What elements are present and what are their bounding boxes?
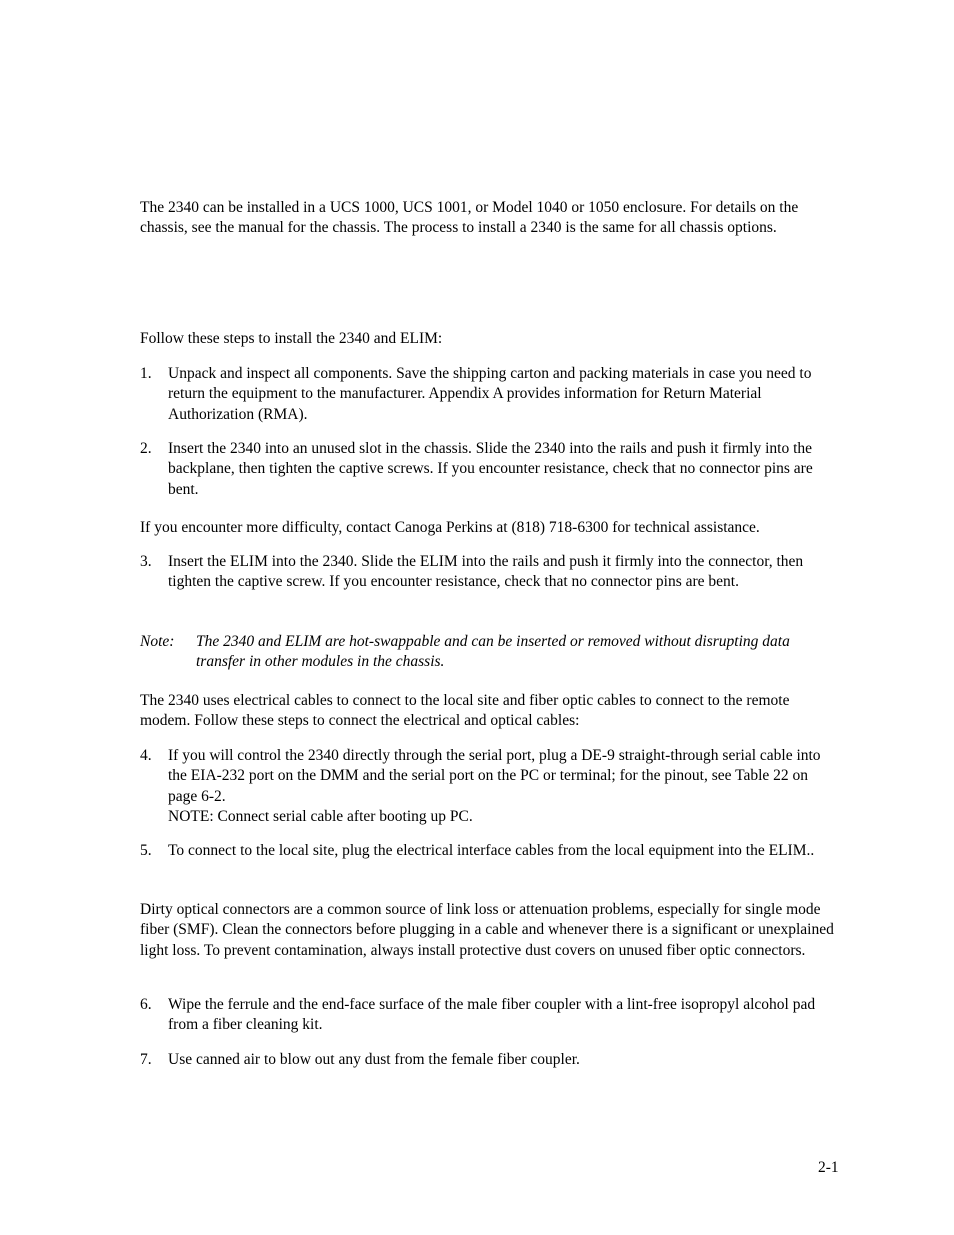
list-text: Wipe the ferrule and the end-face surface of the male fiber coupler with a lint-free isopropyl alcohol pad from a fiber cleaning kit. [168, 996, 816, 1034]
list-item [140, 746, 840, 827]
list-text: Use canned air to blow out any dust from the female fiber coupler. [168, 1051, 580, 1068]
difficulty-paragraph: If you encounter more difficulty, contact Canoga Perkins at (818) 718-6300 for technical assistance. [140, 519, 760, 536]
list-item [140, 841, 840, 861]
steps-intro: Follow these steps to install the 2340 and ELIM: [140, 330, 443, 347]
dirty-connectors-paragraph: Dirty optical connectors are a common source of link loss or attenuation problems, especially for single mode fiber (SMF). Clean the connectors before plugging in a cable and whenever there is a significant or unexplained light loss. To prevent contamination, always install protective dust covers on unused fiber optic connectors. [140, 901, 834, 959]
list-item [140, 995, 840, 1036]
list-item [140, 364, 840, 425]
cables-intro-paragraph: The 2340 uses electrical cables to connect to the local site and fiber optic cables to connect to the remote modem. Follow these steps to connect the electrical and optical cables: [140, 692, 790, 730]
list-text: To connect to the local site, plug the electrical interface cables from the local equipment into the ELIM.. [168, 842, 815, 859]
list-number: 7. [140, 1051, 152, 1068]
list-number: 5. [140, 842, 152, 859]
note-label: Note: [140, 633, 175, 650]
list-number: 2. [140, 440, 152, 457]
list-text-main: If you will control the 2340 directly through the serial port, plug a DE-9 straight-through serial cable into the EIA-232 port on the DMM and the serial port on the PC or terminal; for the pinout, see Table 22 on page 6-2. [168, 747, 821, 805]
list-number: 4. [140, 747, 152, 764]
list-text: Insert the ELIM into the 2340. Slide the ELIM into the rails and push it firmly into the connector, then tighten the captive screw. If you encounter resistance, check that no connector pins are bent. [168, 553, 804, 591]
list-item [140, 439, 840, 500]
intro-paragraph: The 2340 can be installed in a UCS 1000, UCS 1001, or Model 1040 or 1050 enclosure. For details on the chassis, see the manual for the chassis. The process to install a 2340 is the same for all chassis options. [140, 199, 799, 237]
page-number: 2-1 [818, 1159, 839, 1176]
list-item [140, 552, 840, 593]
list-number: 6. [140, 996, 152, 1013]
serial-cable-note: NOTE: Connect serial cable after booting up PC. [168, 807, 473, 825]
list-text: Unpack and inspect all components. Save the shipping carton and packing materials in case you need to return the equipment to the manufacturer. Appendix A provides information for Return Material Authorization (RMA). [168, 365, 812, 423]
list-number: 3. [140, 553, 152, 570]
note-text: The 2340 and ELIM are hot-swappable and can be inserted or removed without disrupting data transfer in other modules in the chassis. [196, 633, 790, 671]
list-text: Insert the 2340 into an unused slot in the chassis. Slide the 2340 into the rails and push it firmly into the backplane, then tighten the captive screws. If you encounter resistance, check that no connector pins are bent. [168, 440, 813, 498]
list-text [168, 746, 840, 827]
note-block [140, 632, 840, 673]
list-item [140, 1050, 840, 1070]
list-number: 1. [140, 365, 152, 382]
